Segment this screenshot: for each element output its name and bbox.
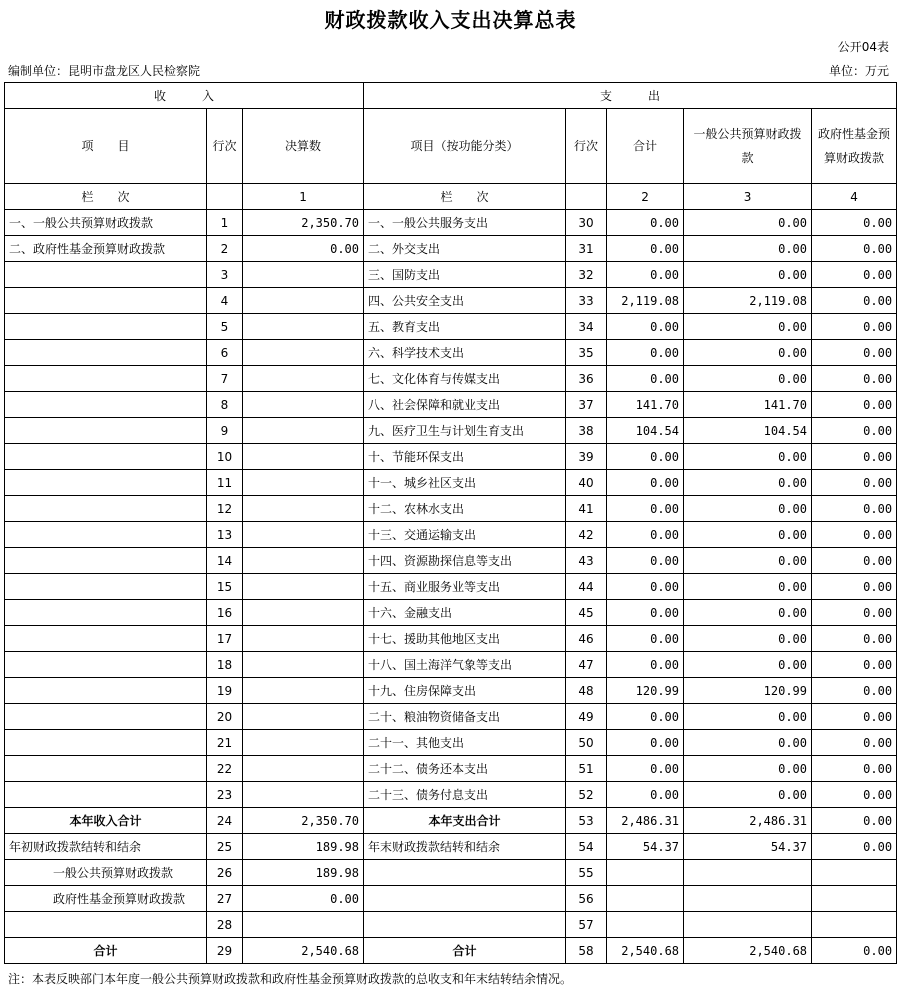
expense-item-cell: 三、国防支出 [364,262,566,288]
total-cell: 0.00 [607,600,684,626]
income-item-cell: 二、政府性基金预算财政拨款 [5,236,207,262]
income-amount-header: 决算数 [243,109,364,184]
general-budget-cell: 0.00 [684,262,812,288]
general-budget-cell: 0.00 [684,626,812,652]
income-row-no-cell: 26 [207,860,243,886]
expense-row-no-cell: 48 [566,678,607,704]
total-cell: 0.00 [607,704,684,730]
fund-budget-cell: 0.00 [812,548,897,574]
general-budget-cell: 0.00 [684,470,812,496]
income-row-no-cell: 2 [207,236,243,262]
table-row [5,314,897,340]
table-row [5,288,897,314]
income-row-no-cell: 1 [207,210,243,236]
fund-budget-cell: 0.00 [812,210,897,236]
table-row [5,366,897,392]
income-row-no-cell: 28 [207,912,243,938]
income-amount-cell [243,340,364,366]
expense-row-no-cell: 58 [566,938,607,964]
income-row-no-cell: 14 [207,548,243,574]
fund-budget-cell: 0.00 [812,340,897,366]
expense-item-cell: 七、文化体育与传媒支出 [364,366,566,392]
total-cell: 0.00 [607,210,684,236]
general-budget-cell: 0.00 [684,496,812,522]
general-budget-cell: 0.00 [684,236,812,262]
income-amount-cell [243,418,364,444]
general-budget-cell: 0.00 [684,756,812,782]
total-cell: 0.00 [607,470,684,496]
income-row-no-cell: 11 [207,470,243,496]
income-row-no-cell: 29 [207,938,243,964]
table-row [5,444,897,470]
income-item-cell [5,314,207,340]
fund-budget-cell: 0.00 [812,652,897,678]
table-row [5,756,897,782]
income-row-no-cell: 22 [207,756,243,782]
expense-row-no-cell: 54 [566,834,607,860]
income-amount-cell [243,600,364,626]
income-item-cell [5,366,207,392]
income-item-cell [5,652,207,678]
income-item-cell: 一、一般公共预算财政拨款 [5,210,207,236]
expense-item-cell: 十三、交通运输支出 [364,522,566,548]
income-amount-cell [243,730,364,756]
expense-row-no-cell: 51 [566,756,607,782]
table-row [5,938,897,964]
income-item-cell [5,288,207,314]
table-row [5,626,897,652]
income-amount-cell [243,444,364,470]
fund-budget-cell: 0.00 [812,314,897,340]
expense-item-cell: 十一、城乡社区支出 [364,470,566,496]
expense-item-cell: 二十三、债务付息支出 [364,782,566,808]
fund-budget-cell: 0.00 [812,418,897,444]
expense-item-cell [364,860,566,886]
total-cell: 2,119.08 [607,288,684,314]
total-cell: 104.54 [607,418,684,444]
income-row-no-cell: 17 [207,626,243,652]
table-row [5,548,897,574]
expense-row-no-cell: 50 [566,730,607,756]
income-amount-cell [243,548,364,574]
income-row-no-cell: 10 [207,444,243,470]
general-budget-cell [684,912,812,938]
general-budget-cell: 0.00 [684,444,812,470]
income-row-no-cell: 4 [207,288,243,314]
income-amount-cell: 0.00 [243,236,364,262]
lanci-label-expense: 栏 次 [364,184,566,210]
income-amount-cell [243,626,364,652]
expense-row-no-cell: 33 [566,288,607,314]
expense-item-header: 项目（按功能分类） [364,109,566,184]
expense-item-cell: 二、外交支出 [364,236,566,262]
income-amount-cell [243,262,364,288]
income-row-no-header: 行次 [207,109,243,184]
income-amount-cell [243,288,364,314]
expense-row-no-cell: 35 [566,340,607,366]
income-amount-cell: 189.98 [243,834,364,860]
total-cell: 0.00 [607,496,684,522]
expense-item-cell: 十二、农林水支出 [364,496,566,522]
expense-row-no-cell: 31 [566,236,607,262]
general-budget-cell: 0.00 [684,210,812,236]
income-item-cell [5,574,207,600]
income-amount-cell: 2,350.70 [243,210,364,236]
expense-row-no-cell: 39 [566,444,607,470]
income-row-no-cell: 8 [207,392,243,418]
income-amount-cell [243,652,364,678]
table-row [5,886,897,912]
section-header-row [5,83,897,109]
expense-row-no-cell: 52 [566,782,607,808]
expense-item-cell: 六、科学技术支出 [364,340,566,366]
fund-budget-cell: 0.00 [812,678,897,704]
lanci-col-2: 2 [607,184,684,210]
income-item-cell [5,496,207,522]
income-item-cell: 本年收入合计 [5,808,207,834]
general-budget-cell: 0.00 [684,340,812,366]
general-budget-cell: 0.00 [684,522,812,548]
income-amount-cell [243,756,364,782]
general-budget-cell: 54.37 [684,834,812,860]
income-row-no-cell: 24 [207,808,243,834]
total-cell: 120.99 [607,678,684,704]
income-row-no-cell: 5 [207,314,243,340]
expense-item-cell: 十四、资源勘探信息等支出 [364,548,566,574]
income-item-cell [5,262,207,288]
income-row-no-cell: 15 [207,574,243,600]
general-budget-cell: 0.00 [684,548,812,574]
general-budget-cell: 0.00 [684,366,812,392]
expense-row-no-cell: 40 [566,470,607,496]
income-row-no-cell: 27 [207,886,243,912]
expense-item-cell [364,912,566,938]
income-row-no-cell: 19 [207,678,243,704]
fund-budget-cell [812,886,897,912]
general-budget-cell: 2,540.68 [684,938,812,964]
table-row [5,808,897,834]
total-cell: 0.00 [607,626,684,652]
expense-row-no-cell: 57 [566,912,607,938]
general-budget-cell: 141.70 [684,392,812,418]
expense-item-cell: 八、社会保障和就业支出 [364,392,566,418]
lanci-empty-1 [207,184,243,210]
expense-row-no-cell: 37 [566,392,607,418]
general-budget-cell [684,886,812,912]
table-row [5,600,897,626]
fund-budget-cell: 0.00 [812,444,897,470]
expense-item-cell: 本年支出合计 [364,808,566,834]
table-row [5,496,897,522]
income-item-cell [5,600,207,626]
income-row-no-cell: 20 [207,704,243,730]
income-amount-cell: 189.98 [243,860,364,886]
general-budget-cell: 120.99 [684,678,812,704]
income-item-cell [5,678,207,704]
lanci-empty-2 [566,184,607,210]
income-amount-cell: 2,350.70 [243,808,364,834]
total-cell: 0.00 [607,236,684,262]
fund-budget-cell: 0.00 [812,522,897,548]
income-amount-cell [243,782,364,808]
fund-budget-cell: 0.00 [812,808,897,834]
income-row-no-cell: 7 [207,366,243,392]
income-row-no-cell: 21 [207,730,243,756]
expense-item-cell: 十九、住房保障支出 [364,678,566,704]
general-budget-header: 一般公共预算财政拨款 [684,109,812,184]
expense-row-no-cell: 47 [566,652,607,678]
expense-item-cell: 十五、商业服务业等支出 [364,574,566,600]
income-amount-cell [243,366,364,392]
fund-budget-cell: 0.00 [812,496,897,522]
income-item-cell [5,548,207,574]
expense-item-cell: 年末财政拨款结转和结余 [364,834,566,860]
table-row [5,834,897,860]
expense-section-header: 支 出 [364,83,897,109]
table-row [5,392,897,418]
expense-item-cell [364,886,566,912]
income-amount-cell [243,574,364,600]
income-amount-cell: 2,540.68 [243,938,364,964]
fund-budget-cell: 0.00 [812,834,897,860]
lanci-col-1: 1 [243,184,364,210]
table-row [5,418,897,444]
expense-row-no-cell: 41 [566,496,607,522]
expense-item-cell: 十八、国土海洋气象等支出 [364,652,566,678]
table-row [5,262,897,288]
total-cell: 0.00 [607,574,684,600]
general-budget-cell: 104.54 [684,418,812,444]
fund-budget-cell: 0.00 [812,470,897,496]
expense-row-no-cell: 32 [566,262,607,288]
unit-label: 单位：万元 [828,64,889,78]
income-row-no-cell: 12 [207,496,243,522]
expense-row-no-cell: 43 [566,548,607,574]
fund-budget-cell: 0.00 [812,704,897,730]
total-cell: 0.00 [607,444,684,470]
income-item-cell [5,756,207,782]
total-header: 合计 [607,109,684,184]
expense-row-no-cell: 38 [566,418,607,444]
table-row [5,522,897,548]
expense-item-cell: 四、公共安全支出 [364,288,566,314]
total-cell [607,860,684,886]
expense-item-cell: 二十、粮油物资储备支出 [364,704,566,730]
total-cell: 0.00 [607,522,684,548]
general-budget-cell: 0.00 [684,704,812,730]
income-amount-cell [243,314,364,340]
expense-row-no-cell: 49 [566,704,607,730]
fund-budget-cell: 0.00 [812,366,897,392]
table-row [5,704,897,730]
expense-item-cell: 十六、金融支出 [364,600,566,626]
total-cell: 0.00 [607,314,684,340]
expense-row-no-cell: 55 [566,860,607,886]
general-budget-cell: 2,486.31 [684,808,812,834]
total-cell: 0.00 [607,756,684,782]
total-cell: 2,540.68 [607,938,684,964]
income-row-no-cell: 13 [207,522,243,548]
income-row-no-cell: 16 [207,600,243,626]
fund-budget-cell: 0.00 [812,756,897,782]
fund-budget-cell: 0.00 [812,236,897,262]
income-row-no-cell: 23 [207,782,243,808]
fund-budget-cell: 0.00 [812,938,897,964]
income-item-cell [5,730,207,756]
general-budget-cell [684,860,812,886]
total-cell: 0.00 [607,782,684,808]
table-body [5,83,897,964]
income-amount-cell [243,678,364,704]
income-row-no-cell: 25 [207,834,243,860]
general-budget-cell: 0.00 [684,652,812,678]
expense-row-no-cell: 30 [566,210,607,236]
expense-item-cell: 二十一、其他支出 [364,730,566,756]
general-budget-cell: 2,119.08 [684,288,812,314]
table-row [5,678,897,704]
expense-row-no-cell: 44 [566,574,607,600]
table-row [5,236,897,262]
general-budget-cell: 0.00 [684,314,812,340]
expense-item-cell: 五、教育支出 [364,314,566,340]
income-row-no-cell: 9 [207,418,243,444]
income-item-cell [5,340,207,366]
table-row [5,210,897,236]
lanci-row [5,184,897,210]
expense-item-cell: 一、一般公共服务支出 [364,210,566,236]
general-budget-cell: 0.00 [684,730,812,756]
fund-budget-header: 政府性基金预算财政拨款 [812,109,897,184]
income-item-cell: 一般公共预算财政拨款 [5,860,207,886]
total-cell: 2,486.31 [607,808,684,834]
income-item-cell: 合计 [5,938,207,964]
total-cell: 54.37 [607,834,684,860]
income-item-cell [5,626,207,652]
income-item-cell: 政府性基金预算财政拨款 [5,886,207,912]
income-row-no-cell: 6 [207,340,243,366]
footnote: 注：本表反映部门本年度一般公共预算财政拨款和政府性基金预算财政拨款的总收支和年末结转结余情况。 [8,972,573,986]
table-row [5,730,897,756]
income-item-cell [5,912,207,938]
column-header-row [5,109,897,184]
form-number: 公开04表 [837,40,889,54]
income-item-header: 项 目 [5,109,207,184]
expense-item-cell: 十七、援助其他地区支出 [364,626,566,652]
expense-row-no-cell: 45 [566,600,607,626]
table-row [5,470,897,496]
total-cell [607,912,684,938]
lanci-col-4: 4 [812,184,897,210]
income-item-cell [5,444,207,470]
fund-budget-cell: 0.00 [812,782,897,808]
income-item-cell [5,522,207,548]
expense-row-no-cell: 36 [566,366,607,392]
total-cell: 0.00 [607,262,684,288]
income-item-cell [5,392,207,418]
fund-budget-cell [812,860,897,886]
total-cell: 0.00 [607,366,684,392]
expense-item-cell: 九、医疗卫生与计划生育支出 [364,418,566,444]
income-amount-cell [243,470,364,496]
expense-item-cell: 二十二、债务还本支出 [364,756,566,782]
income-item-cell [5,782,207,808]
income-amount-cell [243,496,364,522]
general-budget-cell: 0.00 [684,782,812,808]
income-item-cell [5,418,207,444]
fund-budget-cell: 0.00 [812,574,897,600]
income-row-no-cell: 3 [207,262,243,288]
total-cell: 0.00 [607,340,684,366]
expense-row-no-cell: 46 [566,626,607,652]
expense-item-cell: 十、节能环保支出 [364,444,566,470]
expense-item-cell: 合计 [364,938,566,964]
table-row [5,340,897,366]
org-label: 编制单位：昆明市盘龙区人民检察院 [8,64,201,78]
total-cell: 0.00 [607,730,684,756]
expense-row-no-cell: 42 [566,522,607,548]
expense-row-no-header: 行次 [566,109,607,184]
fund-budget-cell: 0.00 [812,600,897,626]
fund-budget-cell [812,912,897,938]
expense-row-no-cell: 56 [566,886,607,912]
income-item-cell [5,470,207,496]
lanci-label-income: 栏 次 [5,184,207,210]
income-row-no-cell: 18 [207,652,243,678]
expense-row-no-cell: 34 [566,314,607,340]
total-cell [607,886,684,912]
table-row [5,860,897,886]
lanci-col-3: 3 [684,184,812,210]
income-amount-cell [243,392,364,418]
income-section-header: 收 入 [5,83,364,109]
fund-budget-cell: 0.00 [812,626,897,652]
table-row [5,782,897,808]
budget-table [4,82,897,964]
total-cell: 0.00 [607,652,684,678]
table-row [5,574,897,600]
fund-budget-cell: 0.00 [812,392,897,418]
income-item-cell [5,704,207,730]
total-cell: 0.00 [607,548,684,574]
table-row [5,912,897,938]
table-row [5,652,897,678]
general-budget-cell: 0.00 [684,574,812,600]
income-amount-cell [243,522,364,548]
fund-budget-cell: 0.00 [812,288,897,314]
total-cell: 141.70 [607,392,684,418]
report-title: 财政拨款收入支出决算总表 [324,8,577,32]
income-amount-cell: 0.00 [243,886,364,912]
income-item-cell: 年初财政拨款结转和结余 [5,834,207,860]
fund-budget-cell: 0.00 [812,730,897,756]
expense-row-no-cell: 53 [566,808,607,834]
fund-budget-cell: 0.00 [812,262,897,288]
general-budget-cell: 0.00 [684,600,812,626]
income-amount-cell [243,704,364,730]
income-amount-cell [243,912,364,938]
